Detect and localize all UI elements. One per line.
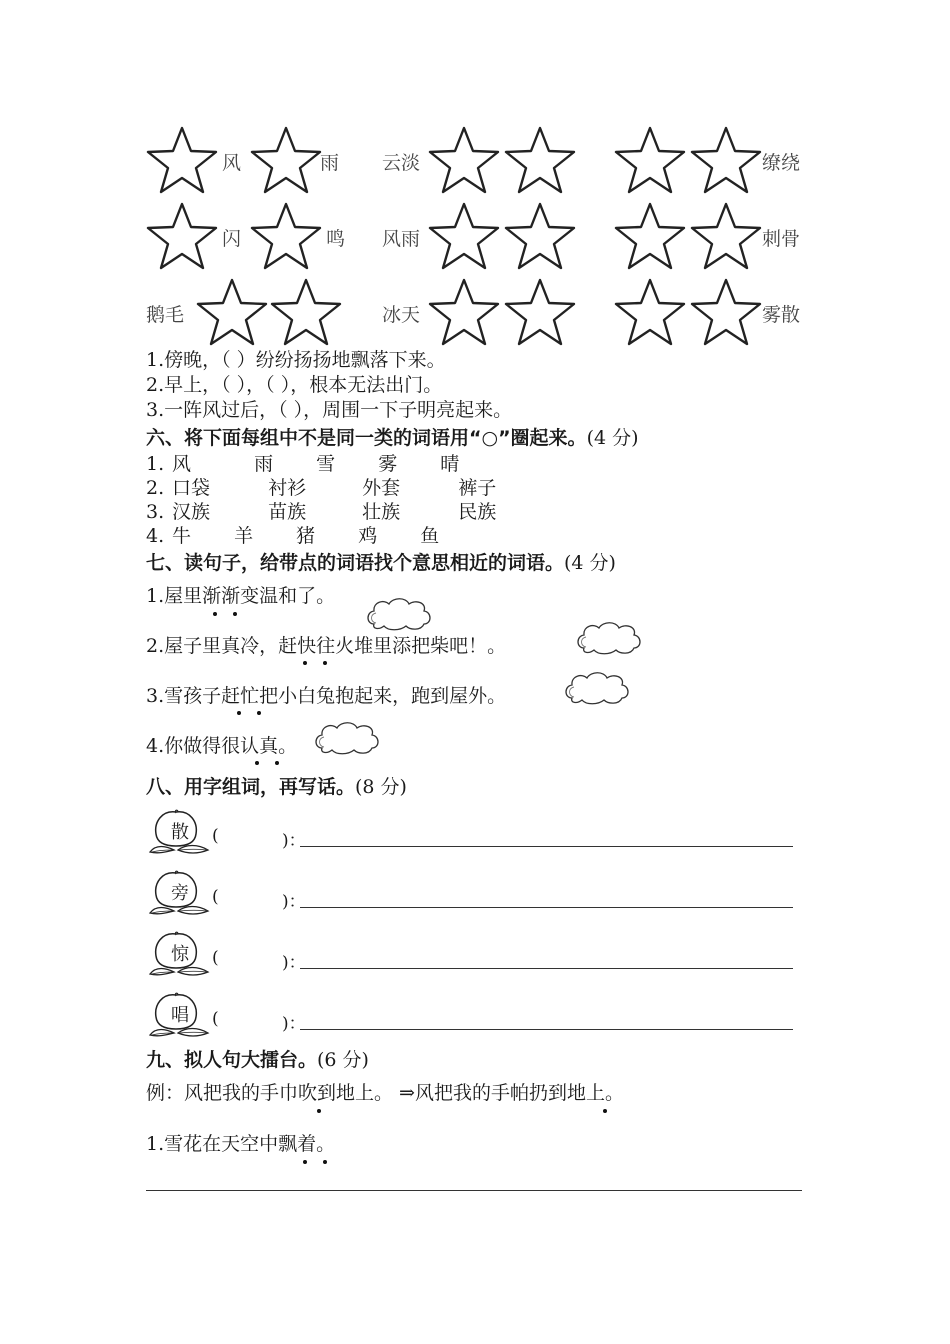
group-word[interactable]: 雪	[316, 453, 336, 475]
cloud-answer-box[interactable]	[364, 594, 434, 634]
section-7-title: 七、读句子，给带点的词语找个意思相近的词语。	[146, 552, 565, 574]
star-icon	[614, 124, 686, 196]
group-word[interactable]: 汉族	[172, 501, 211, 523]
section-8-heading	[146, 772, 407, 799]
paren-close: )：	[282, 1014, 306, 1034]
word-group	[146, 449, 459, 476]
group-word[interactable]: 风	[172, 453, 192, 475]
section-8-title: 八、用字组词，再写话。	[146, 776, 356, 798]
star-word-label: 鹅毛	[146, 304, 185, 326]
star-word-label: 鸣	[326, 228, 346, 250]
star-icon	[504, 276, 576, 348]
group-word[interactable]: 裤子	[458, 477, 497, 499]
cloud-answer-box[interactable]	[312, 718, 382, 758]
compose-char: 散	[171, 822, 189, 843]
write-line[interactable]	[300, 968, 793, 969]
group-word[interactable]: 鱼	[420, 525, 440, 547]
group-word[interactable]: 外套	[362, 477, 401, 499]
section-7-points: (4 分)	[564, 552, 616, 574]
group-word[interactable]: 鸡	[358, 525, 378, 547]
answer-star[interactable]	[428, 200, 500, 272]
answer-star[interactable]	[690, 124, 762, 196]
group-word[interactable]: 苗族	[268, 501, 307, 523]
emphasis-dot	[303, 1160, 307, 1164]
group-word[interactable]: 牛	[172, 525, 192, 547]
section-6-points: (4 分)	[586, 427, 639, 449]
answer-star[interactable]	[270, 276, 342, 348]
compose-char: 唱	[171, 1005, 189, 1026]
emphasis-dot	[303, 661, 307, 665]
group-number: 4.	[146, 525, 165, 547]
star-word-label: 风	[222, 152, 242, 174]
answer-star[interactable]	[146, 200, 218, 272]
answer-star[interactable]	[614, 276, 686, 348]
answer-star[interactable]	[146, 124, 218, 196]
answer-star[interactable]	[250, 200, 322, 272]
section-9-heading	[146, 1045, 369, 1072]
answer-star[interactable]	[504, 124, 576, 196]
word-group	[146, 497, 496, 524]
star-word-label: 缭绕	[762, 152, 801, 174]
synonym-sentence: 3.雪孩子赶忙把小白兔抱起来，跑到屋外。	[146, 685, 507, 707]
star-word-label: 冰天	[382, 304, 421, 326]
emphasis-dot	[237, 711, 241, 715]
paren-open: (	[212, 826, 219, 846]
emphasis-dot	[323, 661, 327, 665]
emphasis-dot	[257, 711, 261, 715]
synonym-sentence: 4.你做得很认真。	[146, 735, 298, 757]
group-word[interactable]: 衬衫	[268, 477, 307, 499]
cloud-answer-box[interactable]	[562, 668, 632, 708]
star-icon	[614, 200, 686, 272]
star-word-label: 云淡	[382, 152, 421, 174]
answer-star[interactable]	[250, 124, 322, 196]
answer-star[interactable]	[614, 124, 686, 196]
compose-char: 惊	[171, 944, 189, 965]
group-number: 3.	[146, 501, 165, 523]
paren-close: )：	[282, 831, 306, 851]
paren-open: (	[212, 1009, 219, 1029]
star-icon	[146, 124, 218, 196]
group-word[interactable]: 壮族	[362, 501, 401, 523]
group-word[interactable]: 晴	[440, 453, 460, 475]
emphasis-dot	[255, 761, 259, 765]
exercise-sentence: 1.雪花在天空中飘着。	[146, 1133, 336, 1155]
fill-sentence: 3.一阵风过后，（ ），周围一下子明亮起来。	[146, 399, 513, 421]
answer-star[interactable]	[690, 200, 762, 272]
word-group	[146, 473, 496, 500]
answer-star[interactable]	[504, 276, 576, 348]
star-icon	[504, 124, 576, 196]
section-6-title: 六、将下面每组中不是同一类的词语用“○”圈起来。	[146, 427, 587, 449]
group-word[interactable]: 民族	[458, 501, 497, 523]
star-icon	[690, 124, 762, 196]
emphasis-dot	[275, 761, 279, 765]
write-line[interactable]	[300, 846, 793, 847]
group-word[interactable]: 猪	[296, 525, 316, 547]
group-word[interactable]: 羊	[234, 525, 254, 547]
star-word-label: 刺骨	[762, 228, 801, 250]
synonym-sentence: 1.屋里渐渐变温和了。	[146, 585, 336, 607]
emphasis-dot	[317, 1109, 321, 1113]
star-icon	[146, 200, 218, 272]
star-icon	[690, 200, 762, 272]
star-icon	[428, 124, 500, 196]
star-icon	[428, 276, 500, 348]
word-group	[146, 521, 439, 548]
star-icon	[428, 200, 500, 272]
paren-close: )：	[282, 953, 306, 973]
group-word[interactable]: 口袋	[172, 477, 211, 499]
compose-char: 旁	[171, 883, 189, 904]
cloud-answer-box[interactable]	[574, 618, 644, 658]
star-icon	[614, 276, 686, 348]
answer-star[interactable]	[196, 276, 268, 348]
write-line[interactable]	[300, 907, 793, 908]
group-word[interactable]: 雨	[254, 453, 274, 475]
answer-star[interactable]	[614, 200, 686, 272]
star-word-label: 雾散	[762, 304, 801, 326]
section-6-heading	[146, 423, 639, 450]
fill-sentence: 2.早上，（ ），（ ），根本无法出门。	[146, 374, 443, 396]
group-word[interactable]: 雾	[378, 453, 398, 475]
emphasis-dot	[323, 1160, 327, 1164]
emphasis-dot	[233, 612, 237, 616]
star-icon	[690, 276, 762, 348]
star-icon	[250, 124, 322, 196]
paren-open: (	[212, 948, 219, 968]
star-word-label: 雨	[320, 152, 340, 174]
star-icon	[250, 200, 322, 272]
paren-open: (	[212, 887, 219, 907]
synonym-sentence: 2.屋子里真冷，赶快往火堆里添把柴吧！。	[146, 635, 507, 657]
answer-star[interactable]	[428, 124, 500, 196]
section-9-points: (6 分)	[317, 1049, 369, 1071]
star-icon	[504, 200, 576, 272]
star-icon	[196, 276, 268, 348]
answer-star[interactable]	[504, 200, 576, 272]
fill-sentence: 1.傍晚，（ ）纷纷扬扬地飘落下来。	[146, 349, 446, 371]
section-7-heading	[146, 548, 616, 575]
section-8-points: (8 分)	[355, 776, 407, 798]
group-number: 2.	[146, 477, 165, 499]
star-word-label: 风雨	[382, 228, 421, 250]
star-word-label: 闪	[222, 228, 242, 250]
section-9-title: 九、拟人句大擂台。	[146, 1049, 318, 1071]
emphasis-dot	[603, 1109, 607, 1113]
example-sentence: 例：风把我的手巾吹到地上。 ⇒风把我的手帕扔到地上。	[146, 1082, 624, 1104]
answer-star[interactable]	[690, 276, 762, 348]
star-icon	[270, 276, 342, 348]
answer-write-line[interactable]	[146, 1190, 802, 1191]
paren-close: )：	[282, 892, 306, 912]
write-line[interactable]	[300, 1029, 793, 1030]
answer-star[interactable]	[428, 276, 500, 348]
emphasis-dot	[213, 612, 217, 616]
group-number: 1.	[146, 453, 165, 475]
